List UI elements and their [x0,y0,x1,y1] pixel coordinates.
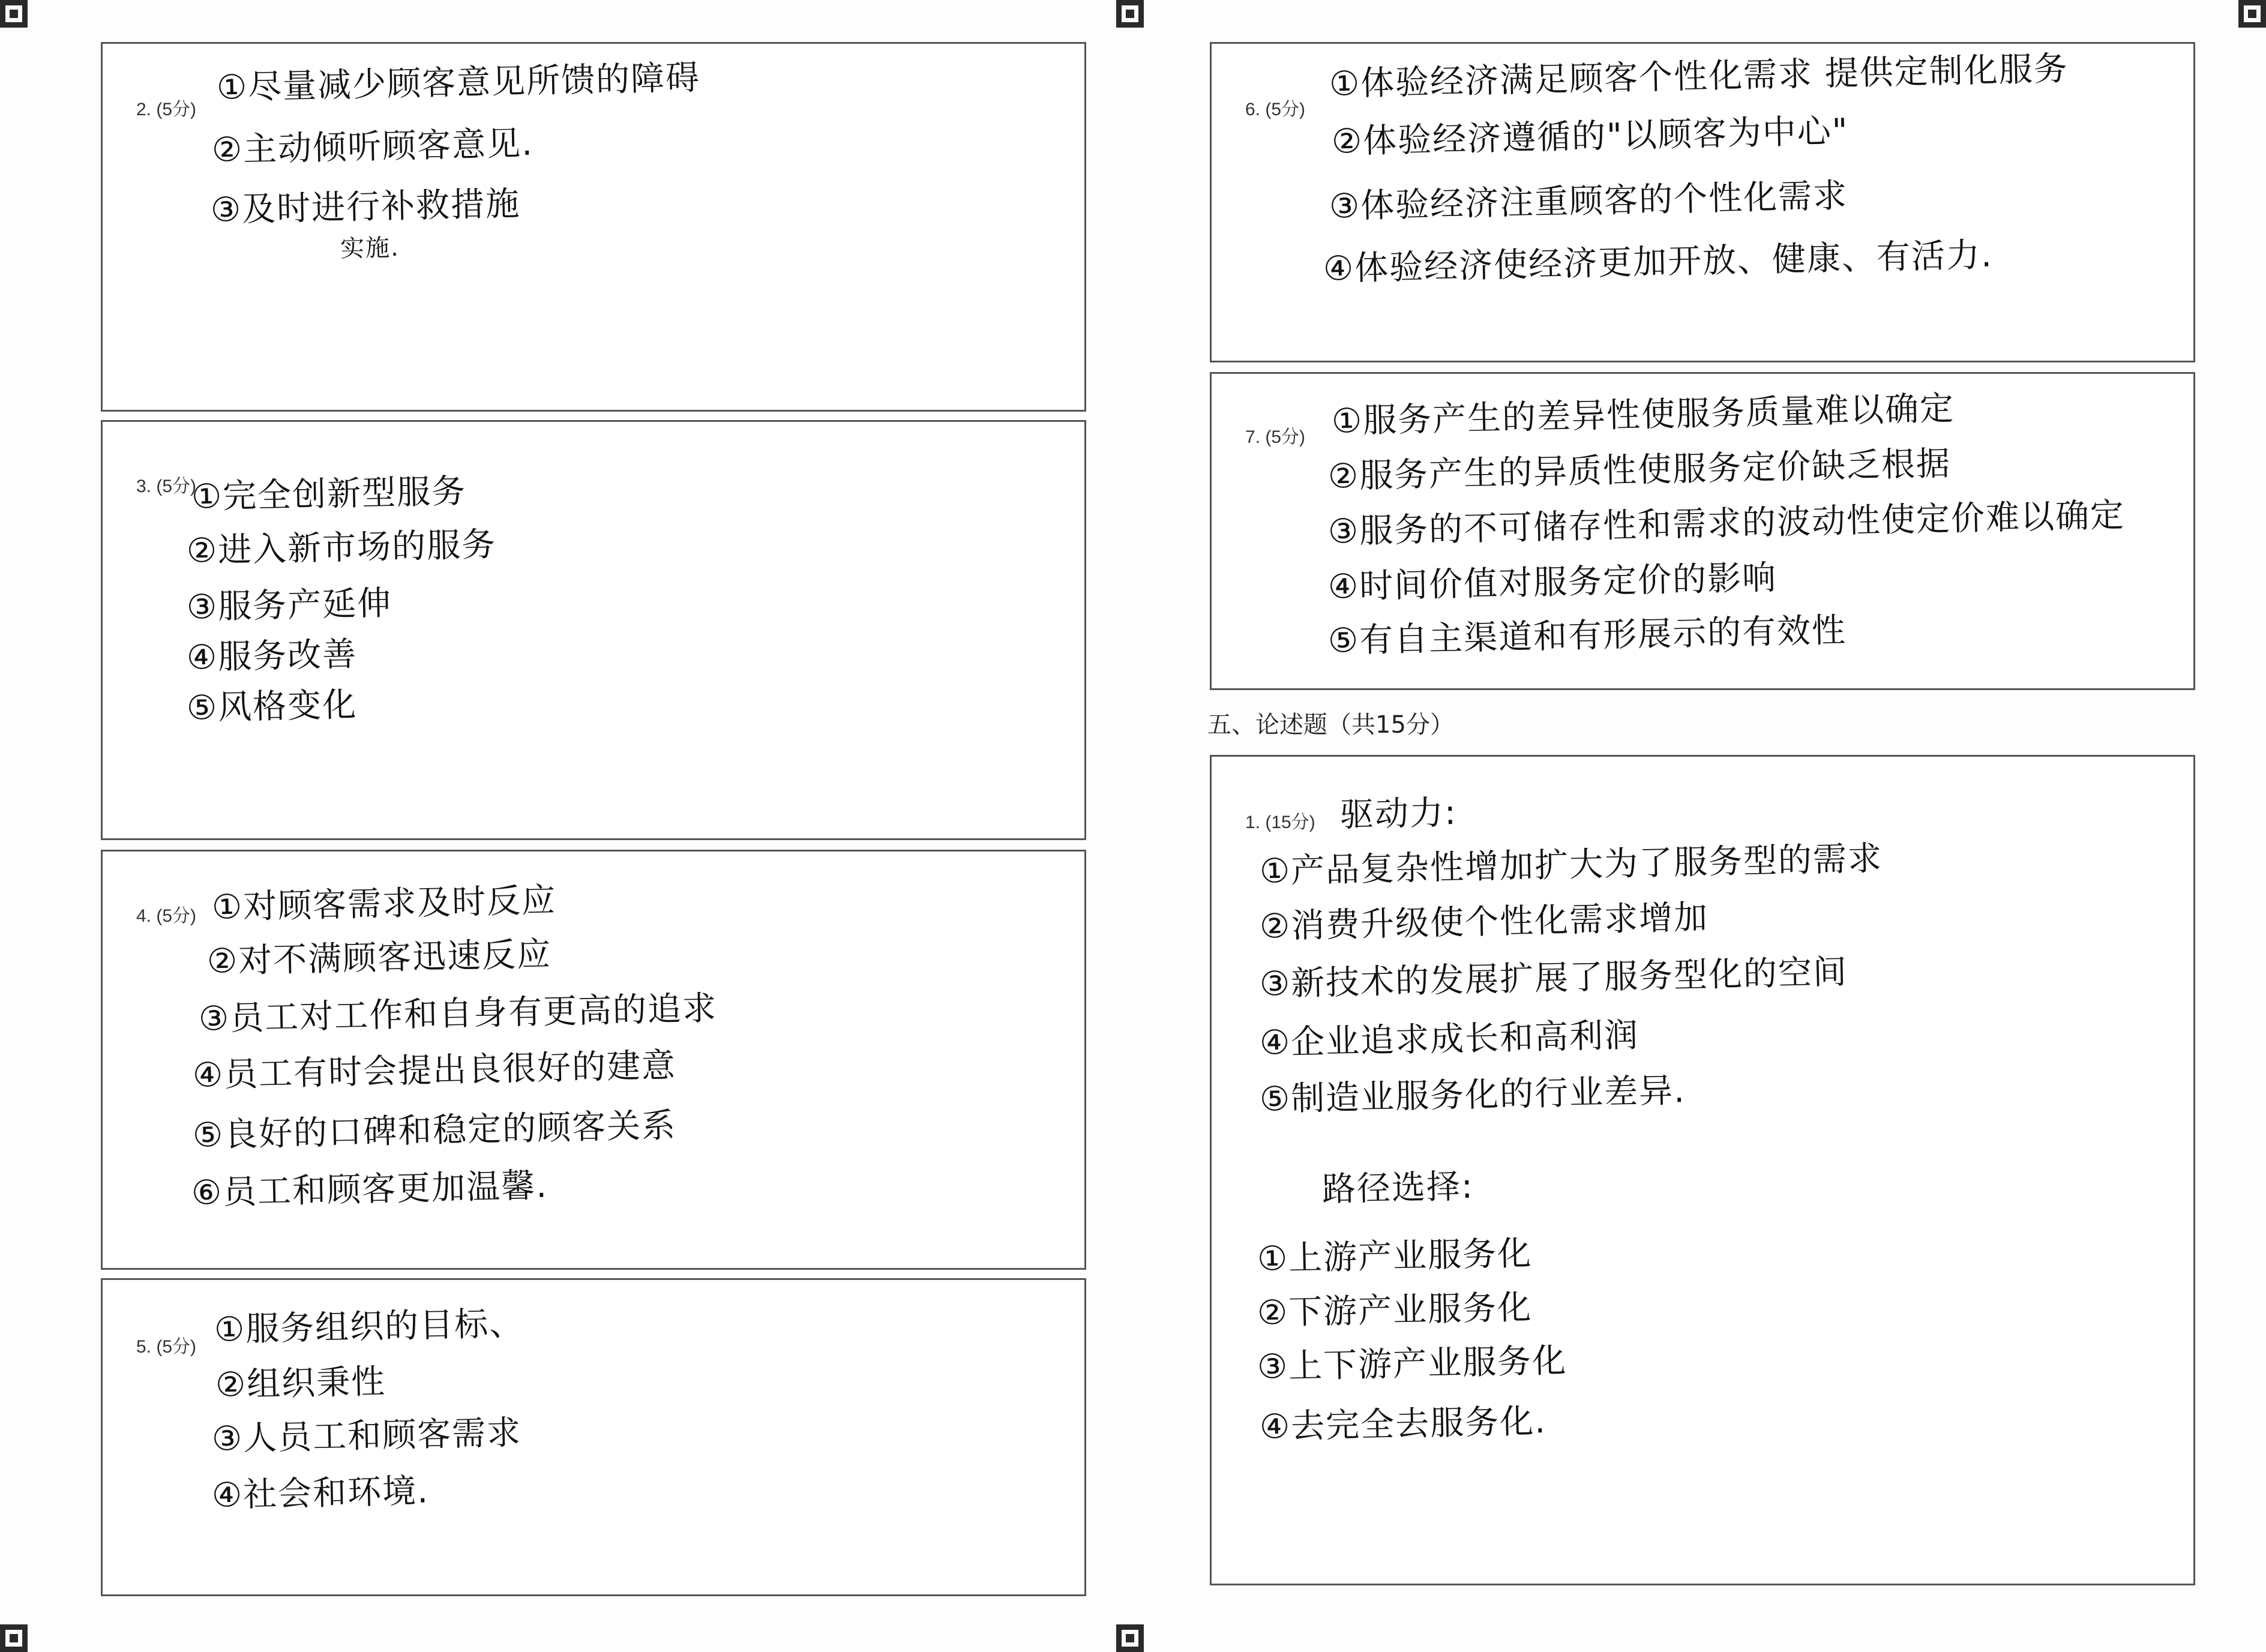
question-number: 5. (5分) [136,1337,197,1357]
question-number: 7. (5分) [1245,427,1306,447]
answer-box-q2[interactable] [101,42,1086,412]
answer-line: ①上游产业服务化 [1257,1234,1533,1279]
answer-box-q4[interactable] [101,850,1086,1270]
answer-line: ③服务的不可储存性和需求的波动性使定价难以确定 [1327,496,2126,551]
question-number: 4. (5分) [136,906,197,926]
answer-line: ②组织秉性 [215,1362,386,1405]
answer-line: ③体验经济注重顾客的个性化需求 [1329,176,1848,226]
answer-line: ⑤有自主渠道和有形展示的有效性 [1327,610,1847,661]
answer-line: ②体验经济遵循的"以顾客为中心" [1331,111,1850,161]
answer-line: ②服务产生的异质性使服务定价缺乏根据 [1327,444,1952,496]
answer-box-essay-q1[interactable] [1210,755,2195,1585]
answer-line: ②消费升级使个性化需求增加 [1259,898,1709,946]
answer-line: ③上下游产业服务化 [1257,1341,1567,1387]
answer-box-q5[interactable] [101,1278,1086,1596]
answer-box-q3[interactable] [101,420,1086,840]
answer-line: ①服务产生的差异性使服务质量难以确定 [1331,389,1955,441]
answer-line: ①对顾客需求及时反应 [211,880,557,927]
answer-line: ③新技术的发展扩展了服务型化的空间 [1259,952,1848,1004]
answer-line: ③服务产延伸 [186,583,392,627]
answer-line: ④社会和环境. [211,1471,430,1515]
answer-line: ①尽量减少顾客意见所馈的障碍 [216,58,701,107]
section-title: 五、论述题（共15分） [1207,711,1454,739]
answer-line: ⑤风格变化 [186,685,358,728]
answer-line: ③员工对工作和自身有更高的追求 [198,988,718,1039]
answer-box-q6[interactable] [1210,42,2195,362]
answer-heading: 路径选择: [1321,1167,1474,1209]
answer-line: ①服务组织的目标、 [214,1304,524,1350]
answer-line: ②对不满顾客迅速反应 [206,934,552,981]
registration-marker [1116,0,1144,28]
answer-line: 实施. [340,233,400,263]
answer-line: ②进入新市场的服务 [186,525,497,571]
question-number: 6. (5分) [1245,100,1306,119]
answer-heading: 驱动力: [1339,793,1458,835]
answer-line: ③及时进行补救措施 [210,184,521,230]
answer-line: ④服务改善 [186,635,358,677]
question-number: 1. (15分) [1245,812,1315,832]
answer-line: ②下游产业服务化 [1257,1288,1533,1333]
answer-line: ①体验经济满足顾客个性化需求 提供定制化服务 [1329,49,2069,104]
answer-line: ④去完全去服务化. [1259,1401,1547,1447]
answer-line: ④体验经济使经济更加开放、健康、有活力. [1323,235,1994,289]
answer-line: ②主动倾听顾客意见. [211,124,534,170]
answer-line: ④时间价值对服务定价的影响 [1327,558,1778,607]
answer-line: ④企业追求成长和高利润 [1259,1015,1639,1063]
answer-box-q7[interactable] [1210,372,2195,690]
answer-line: ⑤制造业服务化的行业差异. [1259,1071,1686,1119]
question-number: 3. (5分) [136,476,197,496]
registration-marker [1116,1624,1144,1652]
answer-line: ④员工有时会提出良很好的建意 [192,1046,677,1095]
answer-line: ①产品复杂性增加扩大为了服务型的需求 [1259,839,1883,891]
registration-marker [0,1624,28,1652]
answer-line: ③人员工和顾客需求 [211,1413,522,1459]
registration-marker [0,0,28,28]
answer-line: ⑤良好的口碑和稳定的顾客关系 [192,1106,677,1155]
registration-marker [2238,0,2266,28]
question-number: 2. (5分) [136,100,197,119]
answer-line: ⑥员工和顾客更加温馨. [191,1166,548,1213]
answer-line: ①完全创新型服务 [191,472,467,517]
